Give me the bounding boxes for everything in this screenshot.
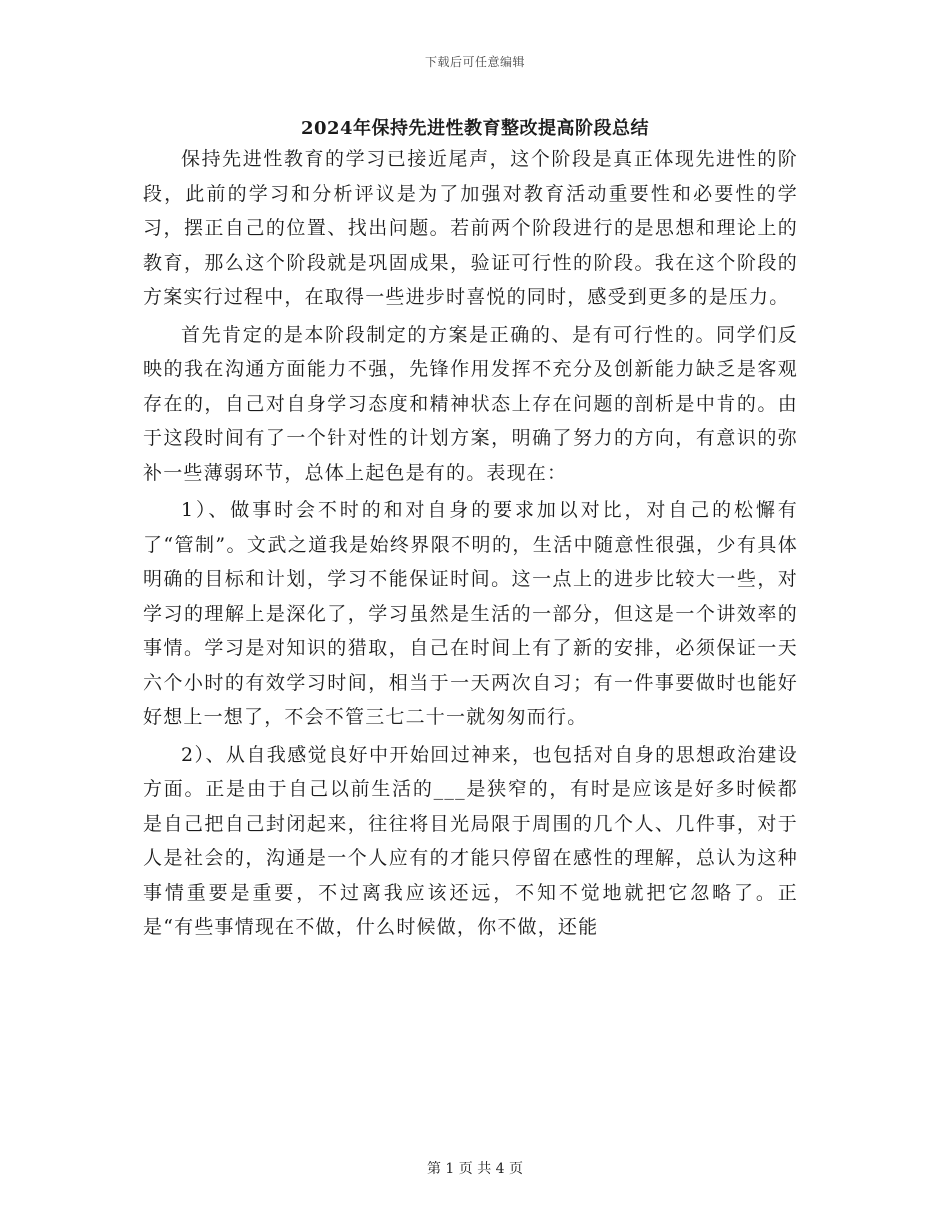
paragraph-assessment: 首先肯定的是本阶段制定的方案是正确的、是有可行性的。同学们反映的我在沟通方面能力不强，先锋作用发挥不充分及创新能力缺乏是客观存在的，自己对自身学习态度和精神状态上存在问题的剖析是中肯的。由于这段时间有了一个针对性的计划方案，明确了努力的方向，有意识的弥补一些薄弱环节，总体上起色是有的。表现在：	[143, 323, 798, 484]
document-title: 2024年保持先进性教育整改提高阶段总结	[300, 118, 650, 139]
document-body	[143, 142, 798, 947]
paragraph-point-1: 1）、做事时会不时的和对自身的要求加以对比，对自己的松懈有了“管制”。文武之道我是始终界限不明的，生活中随意性很强，少有具体明确的目标和计划，学习不能保证时间。这一点上的进步比较大一些，对学习的理解上是深化了，学习虽然是生活的一部分，但这是一个讲效率的事情。学习是对知识的猎取，自己在时间上有了新的安排，必须保证一天六个小时的有效学习时间，相当于一天两次自习；有一件事要做时也能好好想上一想了，不会不管三七二十一就匆匆而行。	[143, 499, 798, 728]
paragraph-intro: 保持先进性教育的学习已接近尾声，这个阶段是真正体现先进性的阶段，此前的学习和分析评议是为了加强对教育活动重要性和必要性的学习，摆正自己的位置、找出问题。若前两个阶段进行的是思想和理论上的教育，那么这个阶段就是巩固成果，验证可行性的阶段。我在这个阶段的方案实行过程中，在取得一些进步时喜悦的同时，感受到更多的是压力。	[143, 148, 798, 308]
page-header-note: 下载后可任意编辑	[424, 55, 525, 69]
paragraph-point-2: 2）、从自我感觉良好中开始回过神来，也包括对自身的思想政治建设方面。正是由于自己以前生活的___是狭窄的，有时是应该是好多时候都是自己把自己封闭起来，往往将目光局限于周围的几个人、几件事，对于人是社会的，沟通是一个人应有的才能只停留在感性的理解，总认为这种事情重要是重要，不过离我应该还远，不知不觉地就把它忽略了。正是“有些事情现在不做，什么时候做，你不做，还能	[143, 743, 798, 938]
page-number: 第 1 页 共 4 页	[426, 1161, 524, 1177]
